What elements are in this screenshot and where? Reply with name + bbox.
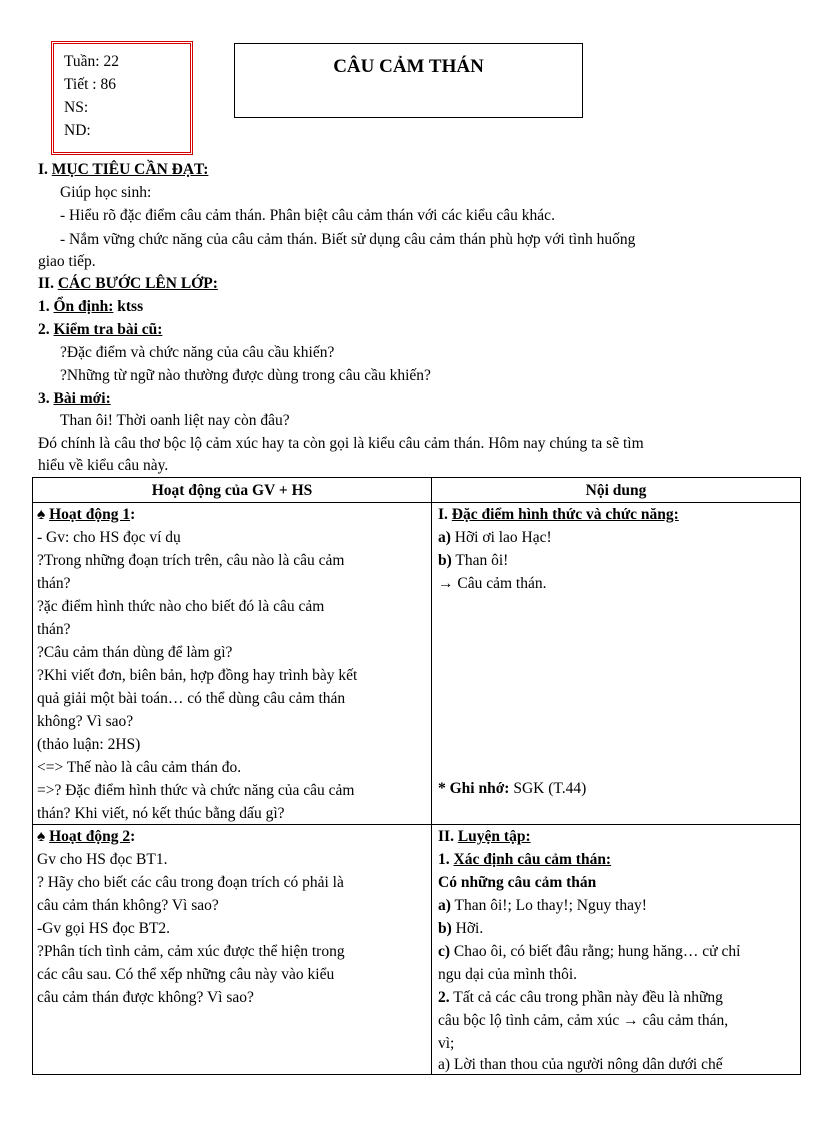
section2-heading xyxy=(38,275,218,293)
exercise-1-heading xyxy=(438,851,611,869)
section2-num: II. xyxy=(38,275,58,292)
content-1-a xyxy=(438,529,552,547)
step2-label: Kiểm tra bài cũ: xyxy=(53,321,163,338)
activity-2-line: ?Phân tích tình cảm, cảm xúc được thể hiện trong xyxy=(37,943,345,960)
lesson-info-box xyxy=(51,41,193,155)
exercise-1-a-label: a) xyxy=(438,897,451,914)
exercise-1-b xyxy=(438,920,483,938)
activity-1-line: thán? xyxy=(37,575,71,592)
activity-1-line: =>? Đặc điểm hình thức và chức năng của câu cảm xyxy=(37,782,355,799)
content-2-heading-num: II. xyxy=(438,828,458,845)
content-1-conclusion-text: Câu cảm thán. xyxy=(453,575,547,592)
column-divider xyxy=(431,478,432,1074)
exercise-1-c2: ngu dại của mình thôi. xyxy=(438,966,578,983)
step1-label: Ổn định: xyxy=(53,298,114,315)
lesson-intro-1: Than ôi! Thời oanh liệt nay còn đâu? xyxy=(60,412,290,429)
review-question-1: ?Đặc điểm và chức năng của câu cầu khiến? xyxy=(60,344,335,361)
activity-1-line: thán? Khi viết, nó kết thúc bằng dấu gì? xyxy=(37,805,285,822)
content-1-a-text: Hỡi ơi lao Hạc! xyxy=(450,529,552,546)
activity-2-line: -Gv gọi HS đọc BT2. xyxy=(37,920,171,937)
step3-num: 3. xyxy=(38,390,54,407)
exercise-1-sub: Có những câu cảm thán xyxy=(438,874,597,891)
exercise-1-num: 1. xyxy=(438,851,454,868)
objective-2a: - Nắm vững chức năng của câu cảm thán. Biết sử dụng câu cảm thán phù hợp với tình huống xyxy=(60,231,636,248)
step3-label: Bài mới: xyxy=(53,390,111,407)
lesson-intro-3: hiểu về kiểu câu này. xyxy=(38,457,169,474)
activity-2-title-colon: : xyxy=(130,828,136,845)
exercise-1-c1-text: Chao ôi, có biết đâu rằng; hung hăng… cử chỉ xyxy=(450,943,741,960)
objective-1: - Hiểu rõ đặc điểm câu cảm thán. Phân biệt câu cảm thán với các kiểu câu khác. xyxy=(60,207,555,224)
activity-2-line: câu cảm thán không? Vì sao? xyxy=(37,897,219,914)
content-1-heading-num: I. xyxy=(438,506,452,523)
activity-2-line: các câu sau. Có thể xếp những câu này vào kiểu xyxy=(37,966,335,983)
content-1-b-label: b) xyxy=(438,552,452,569)
step3 xyxy=(38,390,111,408)
note-label: * Ghi nhớ: xyxy=(438,780,510,797)
step1-rest: ktss xyxy=(113,298,144,315)
activity-1-line: quả giải một bài toán… có thể dùng câu cảm thán xyxy=(37,690,346,707)
nd-label: ND: xyxy=(64,122,91,139)
review-question-2: ?Những từ ngữ nào thường được dùng trong câu cầu khiến? xyxy=(60,367,431,384)
activity-1-line: ?ặc điểm hình thức nào cho biết đó là câu cảm xyxy=(37,598,325,615)
section1-heading xyxy=(38,161,208,179)
exercise-1-b-label: b) xyxy=(438,920,452,937)
content-2-heading-text: Luyện tập: xyxy=(457,828,531,845)
step2 xyxy=(38,321,162,339)
content-1-b-text: Than ôi! xyxy=(451,552,509,569)
section1-num: I. xyxy=(38,161,52,178)
content-1-note xyxy=(438,780,586,798)
content-1-b xyxy=(438,552,508,570)
lesson-intro-2: Đó chính là câu thơ bộc lộ cảm xúc hay ta còn gọi là kiểu câu cảm thán. Hôm nay chúng ta sẽ tìm xyxy=(38,435,644,452)
page-title: CÂU CẢM THÁN xyxy=(333,56,484,77)
step2-num: 2. xyxy=(38,321,54,338)
period-label: Tiết : 86 xyxy=(64,76,116,93)
exercise-2-num: 2. xyxy=(438,989,450,1006)
section1-heading-text: MỤC TIÊU CẦN ĐẠT: xyxy=(51,161,209,178)
exercise-2-line-2 xyxy=(438,1012,728,1030)
spade-icon: ♠ xyxy=(37,828,50,845)
activity-1-title xyxy=(37,506,135,524)
exercise-1-c-label: c) xyxy=(438,943,451,960)
objective-2b: giao tiếp. xyxy=(38,253,96,270)
exercise-1-c1 xyxy=(438,943,740,961)
title-box xyxy=(234,43,583,118)
spade-icon: ♠ xyxy=(37,506,50,523)
content-1-a-label: a) xyxy=(438,529,451,546)
note-text: SGK (T.44) xyxy=(509,780,587,797)
arrow-right-icon: → xyxy=(438,575,454,592)
activity-2-line: câu cảm thán được không? Vì sao? xyxy=(37,989,254,1006)
section1-intro: Giúp học sinh: xyxy=(60,184,152,201)
content-1-heading xyxy=(438,506,679,524)
exercise-2-line-1-text: Tất cả các câu trong phần này đều là những xyxy=(449,989,723,1006)
lesson-table xyxy=(32,477,801,1075)
exercise-2-line-2b: câu cảm thán, xyxy=(638,1012,729,1029)
exercise-1-a-text: Than ôi!; Lo thay!; Nguy thay! xyxy=(450,897,647,914)
exercise-2-line-1 xyxy=(438,989,723,1007)
activity-1-line: ?Câu cảm thán dùng để làm gì? xyxy=(37,644,233,661)
activity-2-title xyxy=(37,828,135,846)
exercise-1-a xyxy=(438,897,647,915)
content-1-heading-text: Đặc điểm hình thức và chức năng: xyxy=(451,506,679,523)
activity-2-title-text: Hoạt động 2 xyxy=(49,828,131,845)
step1-num: 1. xyxy=(38,298,54,315)
week-label: Tuần: 22 xyxy=(64,53,119,70)
exercise-2-line-2a: câu bộc lộ tình cảm, cảm xúc xyxy=(438,1012,624,1029)
exercise-2-line-3: vì; xyxy=(438,1035,455,1052)
content-2-heading xyxy=(438,828,531,846)
activity-1-title-text: Hoạt động 1 xyxy=(49,506,131,523)
exercise-2-line-4: a) Lời than thou của người nông dân dưới chế xyxy=(438,1056,723,1073)
activity-1-line: ?Trong những đoạn trích trên, câu nào là câu cảm xyxy=(37,552,345,569)
header-activities: Hoạt động của GV + HS xyxy=(151,482,313,499)
activity-1-line: ?Khi viết đơn, biên bản, hợp đồng hay trình bày kết xyxy=(37,667,358,684)
header-content: Nội dung xyxy=(585,482,647,499)
header-divider xyxy=(33,502,800,503)
activity-1-line: không? Vì sao? xyxy=(37,713,134,730)
section2-heading-text: CÁC BƯỚC LÊN LỚP: xyxy=(57,275,218,292)
activity-1-line: (thảo luận: 2HS) xyxy=(37,736,141,753)
ns-label: NS: xyxy=(64,99,89,116)
activity-2-line: Gv cho HS đọc BT1. xyxy=(37,851,168,868)
activity-2-line: ? Hãy cho biết các câu trong đoạn trích có phải là xyxy=(37,874,344,891)
activity-1-title-colon: : xyxy=(130,506,136,523)
arrow-right-icon: → xyxy=(623,1012,639,1029)
exercise-1-b-text: Hỡi. xyxy=(451,920,484,937)
content-1-conclusion xyxy=(438,575,546,593)
exercise-1-label: Xác định câu cảm thán: xyxy=(453,851,612,868)
activity-1-line: <=> Thế nào là câu cảm thán đo. xyxy=(37,759,242,776)
row-divider xyxy=(33,824,800,825)
step1 xyxy=(38,298,143,316)
activity-1-line: - Gv: cho HS đọc ví dụ xyxy=(37,529,181,546)
activity-1-line: thán? xyxy=(37,621,71,638)
